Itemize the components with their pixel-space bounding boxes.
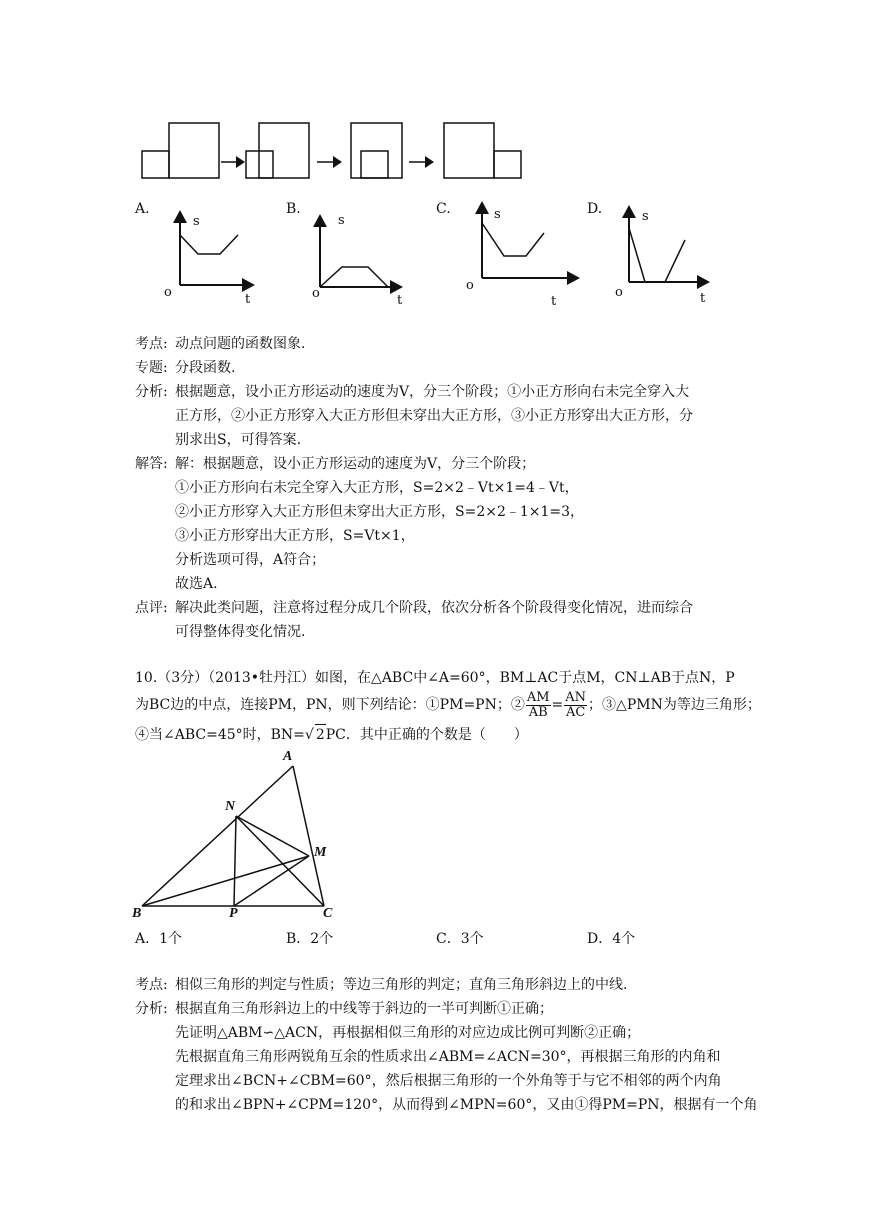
jieda-line: ①小正方形向右未完全穿入大正方形，S=2×2﹣Vt×1=4﹣Vt，	[175, 480, 579, 496]
axis-t-label-b: t	[397, 293, 403, 308]
graph-d	[610, 200, 730, 310]
fenxi-line: 根据题意，设小正方形运动的速度为V，分三个阶段；①小正方形向右未完全穿入大	[175, 384, 690, 400]
axis-o-label-c: o	[466, 278, 474, 293]
fenxi-label: 分析:	[135, 1001, 168, 1017]
fenxi-line: 正方形，②小正方形穿入大正方形但未穿出大正方形，③小正方形穿出大正方形，分	[175, 408, 693, 424]
option-c-label: C.	[436, 201, 451, 217]
option-b-label: B.	[286, 201, 301, 217]
jieda-label: 解答:	[135, 456, 168, 472]
point-p-label: P	[229, 906, 238, 921]
dianping-line: 解决此类问题，注意将过程分成几个阶段，依次分析各个阶段得变化情况，进而综合	[175, 600, 693, 616]
q10-line3-text-b: PC．其中正确的个数是（ ）	[325, 727, 528, 743]
equals-sign: =	[551, 697, 564, 713]
graph-a	[160, 205, 280, 315]
fraction-am-ab	[526, 691, 551, 720]
axis-t-label-c: t	[551, 294, 557, 309]
sqrt-argument: 2	[315, 724, 326, 745]
axis-o-label-a: o	[164, 285, 172, 300]
dianping-label: 点评:	[135, 600, 168, 616]
fenxi-line: 根据直角三角形斜边上的中线等于斜边的一半可判断①正确；	[175, 1001, 553, 1017]
fraction-numerator: AM	[526, 689, 550, 705]
axis-o-label-d: o	[615, 285, 623, 300]
axis-s-label-a: s	[193, 214, 200, 229]
q10-line3	[135, 724, 528, 745]
axis-s-label-c: s	[494, 207, 501, 222]
kaodian-text: 相似三角形的判定与性质；等边三角形的判定；直角三角形斜边上的中线.	[175, 977, 628, 993]
graph-c	[462, 198, 582, 308]
point-c-label: C	[323, 906, 333, 921]
fenxi-line: 先证明△ABM∽△ACN，再根据相似三角形的对应边成比例可判断②正确；	[175, 1025, 641, 1041]
point-m-label: M	[314, 845, 327, 860]
squares-movement-diagram	[0, 0, 869, 200]
point-b-label: B	[132, 906, 142, 921]
dianping-line: 可得整体得变化情况.	[175, 624, 306, 640]
option-d-label: D.	[587, 201, 603, 217]
fraction-denominator: AB	[528, 704, 548, 720]
axis-t-label-a: t	[245, 292, 251, 307]
fenxi-line: 的和求出∠BPN+∠CPM=120°，从而得到∠MPN=60°，又由①得PM=PN，根据有一个角	[175, 1097, 758, 1113]
point-n-label: N	[225, 799, 236, 814]
q10-line2-text-b: ；③△PMN为等边三角形；	[588, 697, 761, 713]
q10-line1: 10.（3分）（2013•牡丹江）如图，在△ABC中∠A=60°，BM⊥AC于点M，CN⊥AB于点N，P	[135, 670, 735, 686]
sqrt-symbol: √	[304, 727, 314, 743]
axis-t-label-d: t	[700, 291, 706, 306]
q10-option-a: A．1个	[135, 931, 183, 947]
q10-option-d: D．4个	[587, 931, 636, 947]
fenxi-label: 分析:	[135, 384, 168, 400]
axis-s-label-b: s	[338, 213, 345, 228]
jieda-line: 故选A.	[175, 576, 218, 592]
fenxi-line: 别求出S，可得答案.	[175, 432, 302, 448]
q10-option-c: C．3个	[436, 931, 484, 947]
kaodian-label: 考点:	[135, 336, 168, 352]
zhuanti-label: 专题:	[135, 360, 168, 376]
q10-line2	[135, 690, 761, 720]
jieda-line: 解：根据题意，设小正方形运动的速度为V，分三个阶段；	[175, 456, 536, 472]
q10-line3-text-a: ④当∠ABC=45°时，BN=	[135, 727, 305, 743]
fraction-denominator: AC	[565, 704, 586, 720]
fenxi-line: 定理求出∠BCN+∠CBM=60°，然后根据三角形的一个外角等于与它不相邻的两个内角	[175, 1073, 722, 1089]
q10-line2-text-a: 为BC边的中点，连接PM，PN，则下列结论：①PM=PN；②	[135, 697, 525, 713]
jieda-line: 分析选项可得，A符合；	[175, 552, 326, 568]
axis-s-label-d: s	[642, 209, 649, 224]
fenxi-line: 先根据直角三角形两锐角互余的性质求出∠ABM=∠ACN=30°，再根据三角形的内角和	[175, 1049, 721, 1065]
zhuanti-text: 分段函数.	[175, 360, 236, 376]
axis-o-label-b: o	[312, 286, 320, 301]
q10-option-b: B．2个	[286, 931, 334, 947]
kaodian-label: 考点:	[135, 977, 168, 993]
fraction-numerator: AN	[565, 689, 587, 705]
jieda-line: ②小正方形穿入大正方形但未穿出大正方形，S=2×2﹣1×1=3，	[175, 504, 585, 520]
point-a-label: A	[283, 749, 293, 764]
kaodian-text: 动点问题的函数图象.	[175, 336, 306, 352]
option-a-label: A.	[135, 201, 150, 217]
fraction-an-ac	[564, 691, 587, 720]
jieda-line: ③小正方形穿出大正方形，S=Vt×1，	[175, 528, 415, 544]
